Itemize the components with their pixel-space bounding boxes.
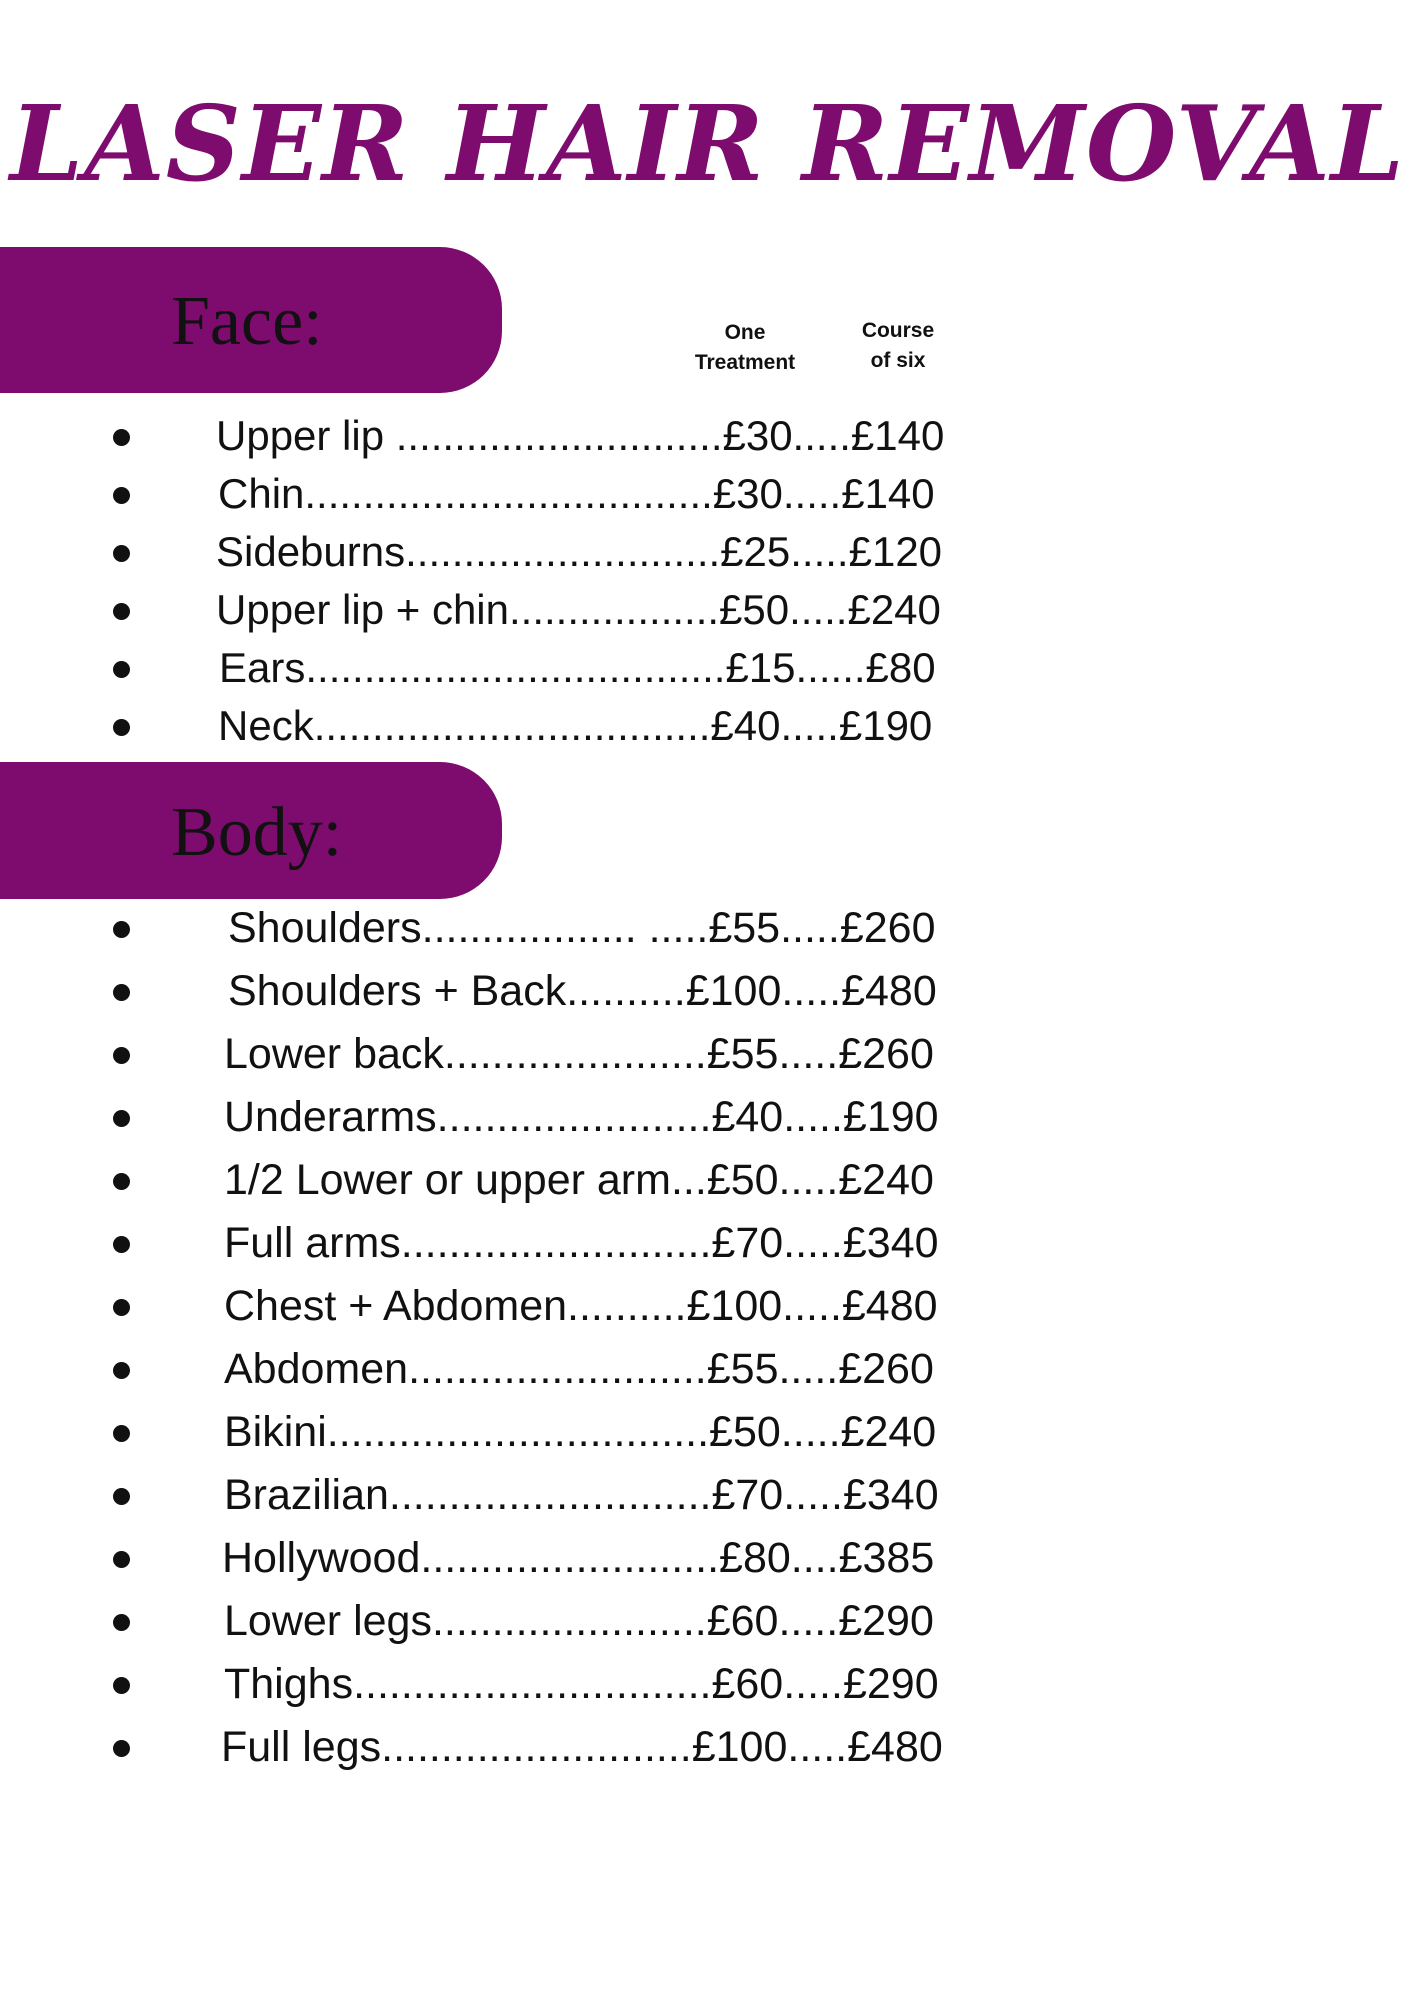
bullet-icon [113,487,130,504]
bullet-icon [113,1551,130,1568]
price-line: Hollywood.........................£80....£385 [222,1534,935,1582]
bullet-icon [113,545,130,562]
price-line: Upper lip + chin..................£50.....£240 [216,586,941,633]
price-line: Thighs..............................£60.....£290 [224,1660,939,1708]
page-title: LASER HAIR REMOVAL [9,82,1406,205]
price-line: 1/2 Lower or upper arm...£50.....£240 [224,1156,934,1204]
price-line: Upper lip ............................£30.....£140 [216,412,945,459]
one-treatment-column-header [680,318,810,378]
price-line: Neck..................................£40.....£190 [218,702,933,749]
bullet-icon [113,1236,130,1253]
bullet-icon [113,1299,130,1316]
price-line: Lower back......................£55.....£260 [224,1030,934,1078]
bullet-icon [113,1362,130,1379]
one-treatment-header-line1: One [724,321,766,344]
bullet-icon [113,1425,130,1442]
price-line: Chin...................................£30.....£140 [218,470,935,517]
body-section-heading: Body: [171,794,343,871]
course-of-six-header-line1: Course [861,319,935,342]
price-line: Full legs..........................£100.....£480 [221,1723,943,1771]
course-of-six-header-line2: of six [870,349,926,372]
bullet-icon [113,1614,130,1631]
face-section-banner [0,247,502,393]
body-section-banner [0,762,502,899]
price-line: Full arms..........................£70.....£340 [224,1219,939,1267]
bullet-icon [113,719,130,736]
bullet-icon [113,603,130,620]
face-section-heading: Face: [171,283,323,360]
price-line: Underarms.......................£40.....£190 [224,1093,939,1141]
price-line: Brazilian...........................£70.....£340 [224,1471,939,1519]
bullet-icon [113,984,130,1001]
price-line: Bikini................................£50.....£240 [224,1408,937,1456]
price-line: Lower legs.......................£60.....£290 [224,1597,934,1645]
price-line: Ears....................................£15......£80 [219,644,936,691]
bullet-icon [113,1740,130,1757]
price-line: Abdomen.........................£55.....£260 [224,1345,934,1393]
bullet-icon [113,661,130,678]
bullet-icon [113,1488,130,1505]
bullet-icon [113,429,130,446]
one-treatment-header-line2: Treatment [694,351,796,374]
price-line: Chest + Abdomen..........£100.....£480 [224,1282,938,1330]
price-line: Shoulders.................. .....£55.....£260 [228,904,936,952]
course-of-six-column-header [838,316,958,376]
bullet-icon [113,1173,130,1190]
price-line: Sideburns...........................£25.....£120 [216,528,943,575]
bullet-icon [113,1110,130,1127]
price-line: Shoulders + Back..........£100.....£480 [228,967,937,1015]
bullet-icon [113,1677,130,1694]
bullet-icon [113,1047,130,1064]
bullet-icon [113,921,130,938]
